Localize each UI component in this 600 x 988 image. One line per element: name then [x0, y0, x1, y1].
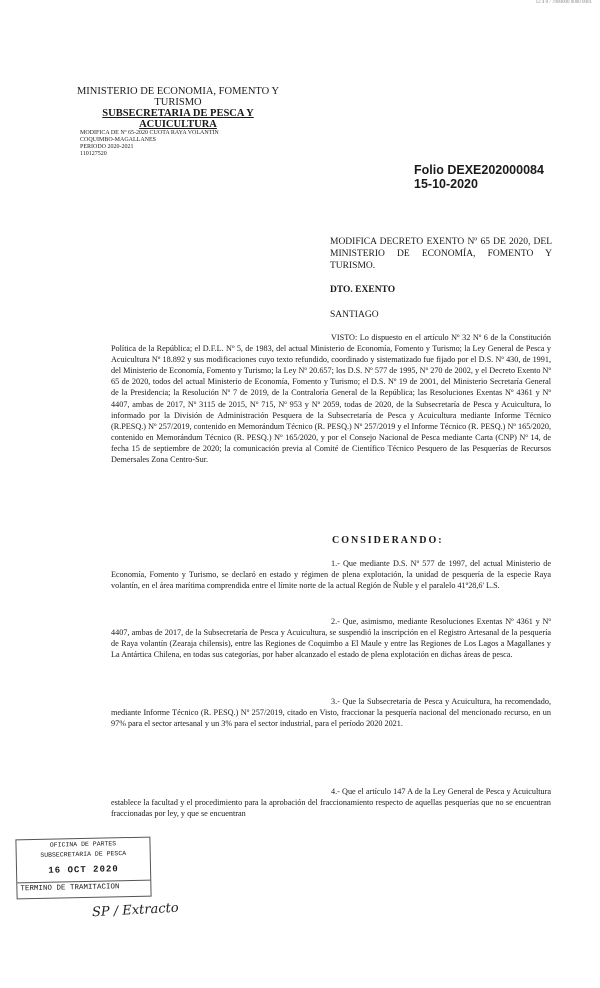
considerando-paragraph-1: 1.- Que mediante D.S. Nº 577 de 1997, del actual Ministerio de Economía, Fomento y Turismo, se declaró en estado y régimen de plena explotación, la unidad de pesquería de la especie Raya volantín, en el área marítima comprendida entre el límite norte de la actual Región de Ñuble y el paralelo 41º28,6' L.S. — [111, 559, 551, 591]
folio-date: 15-10-2020 — [414, 177, 478, 191]
folio-number: Folio DEXE202000084 — [414, 163, 544, 177]
ministry-name: MINISTERIO DE ECONOMIA, FOMENTO Y TURISMO — [76, 86, 280, 108]
considerando-paragraph-2: 2.- Que, asimismo, mediante Resoluciones Exentas Nº 4361 y Nº 4407, ambas de 2017, de la Subsecretaría de Pesca y Acuicultura, se suspendió la inscripción en el Registro Artesanal de la pesquería de Raya volantín (Zearaja chilensis), entre las Regiones de Coquimbo a El Maule y entre las Regiones de Los Lagos a Magallanes y La Antártica Chilena, en todas sus categorías, por haber alcanzado el estado de plena explotación en dichas áreas de pesca. — [111, 617, 551, 660]
reception-stamp — [15, 837, 151, 900]
reference-line: 110127520 — [80, 151, 107, 157]
place-name: SANTIAGO — [330, 310, 379, 320]
considerando-heading: CONSIDERANDO: — [332, 535, 444, 546]
reference-line: COQUIMBO-MAGALLANES — [80, 137, 156, 143]
reference-line: MODIFICA DE Nº 65-2020 CUOTA RAYA VOLANTÍN — [80, 130, 219, 136]
page-reference: 12 4 0 / 7000000 0000 0001 — [535, 0, 592, 5]
reference-line: PERIODO 2020-2021 — [80, 144, 134, 150]
considerando-paragraph-3: 3.- Que la Subsecretaría de Pesca y Acuicultura, ha recomendado, mediante Informe Técnico (R. PESQ.) Nº 257/2019, citado en Visto, fraccionar la pesquería nacional del mencionado recurso, en un 97% para el sector artesanal y un 3% para el sector industrial, para el período 2020 2021. — [111, 697, 551, 729]
stamp-office-line2: SUBSECRETARIA DE PESCA — [40, 850, 127, 859]
decree-type: DTO. EXENTO — [330, 285, 396, 295]
document-title: MODIFICA DECRETO EXENTO Nº 65 DE 2020, DEL MINISTERIO DE ECONOMÍA, FOMENTO Y TURISMO. — [330, 237, 552, 271]
subsecretaria-name: SUBSECRETARIA DE PESCA Y ACUICULTURA — [102, 108, 254, 130]
visto-paragraph: VISTO: Lo dispuesto en el artículo Nº 32 Nº 6 de la Constitución Política de la República; el D.F.L. Nº 5, de 1983, del actual Ministerio de Economía, Fomento y Turismo; la Ley General de Pesca y Acuicultura Nº 18.892 y sus modificaciones cuyo texto refundido, coordinado y sistematizado fue fijado por el D.S. Nº 430, de 1991, del Ministerio de Economía, Fomento y Turismo; la Ley Nº 20.657; los D.S. Nº 577 de 1995, Nº 270 de 2002, y el Decreto Exento Nº 65 de 2020, todos del actual Ministerio de Economía, Fomento y Turismo; el D.S. Nº 19 de 2001, del Ministerio Secretaría General de la Presidencia; la Resolución Nº 7 de 2019, de la Contraloría General de la República; las Resoluciones Exentas Nº 4361 y Nº 4407, ambas de 2017, Nº 3115 de 2015, Nº 715, Nº 953 y Nº 2059, todas de 2020, de la Subsecretaría de Pesca y Acuicultura, lo informado por la División de Administración Pesquera de la Subsecretaría de Pesca y Acuicultura mediante Informe Técnico (R.PESQ.) Nº 257/2019, contenido en Memorándum Técnico (R. PESQ.) Nº 257/2019 y el Informe Técnico (R. PESQ.) Nº 165/2020, contenido en Memorándum Técnico (R. PESQ.) Nº 165/2020, y por el Consejo Nacional de Pesca mediante Carta (CNP) Nº 14, de fecha 15 de septiembre de 2020; la comunicación previa al Comité de Científico Técnico Pesquero de las Pesquerías de Recursos Demersales Zona Centro-Sur. — [111, 333, 551, 465]
stamp-footer: TERMINO DE TRAMITACION — [17, 880, 150, 896]
folio-block — [414, 163, 544, 191]
stamp-date: 16 OCT 2020 — [48, 864, 119, 876]
considerando-paragraph-4: 4.- Que el artículo 147 A de la Ley General de Pesca y Acuicultura establece la facultad y el procedimiento para la aprobación del fraccionamiento respecto de aquellas pesquerías que no se encuentran fraccionadas por ley, y que se encuentran — [111, 787, 551, 819]
stamp-office-line1: OFICINA DE PARTES — [49, 840, 117, 849]
handwritten-signature: SP / Extracto — [91, 900, 179, 921]
ministry-header — [64, 86, 292, 158]
